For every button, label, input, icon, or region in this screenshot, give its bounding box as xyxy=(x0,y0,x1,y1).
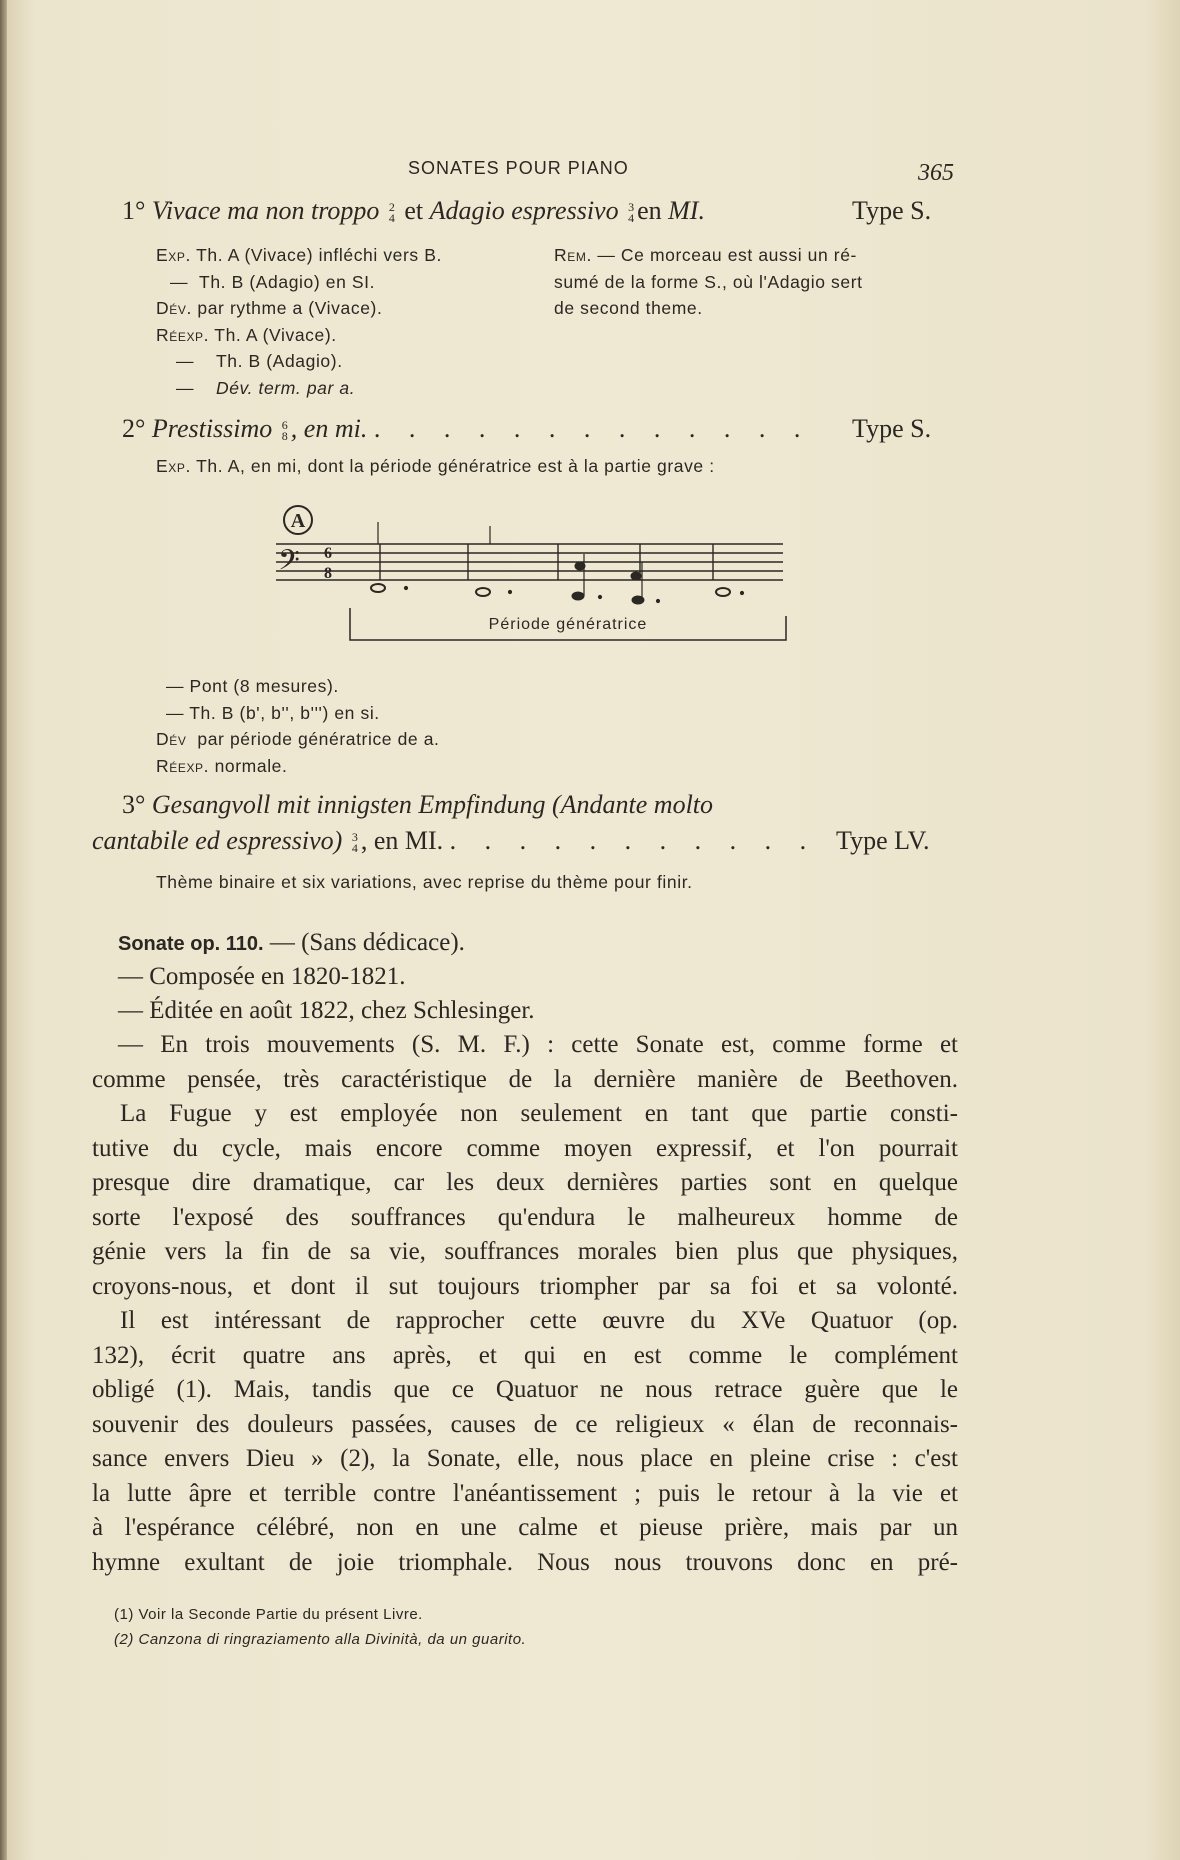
text-line: croyons-nous, et dont il sut toujours triompher par sa foi et sa volonté. xyxy=(92,1272,958,1300)
staff-lines xyxy=(276,544,783,580)
sonata-composed: — Composée en 1820-1821. xyxy=(118,963,406,990)
time-signature-bottom: 8 xyxy=(324,565,332,582)
time-signature-top: 6 xyxy=(324,545,332,562)
section1-tempo1: Vivace ma non troppo xyxy=(151,196,380,225)
text-line: souvenir des douleurs passées, causes de ce religieux « élan de reconnais- xyxy=(92,1410,958,1438)
text-line: La Fugue y est employée non seulement en tant que partie consti- xyxy=(120,1100,958,1127)
section1-tempo2: Adagio espressivo xyxy=(429,196,619,225)
section1-remark xyxy=(554,242,863,322)
section2-analysis xyxy=(166,673,380,726)
analysis-line: — Th. B (b', b'', b''') en si. xyxy=(166,702,380,723)
binding-edge xyxy=(0,0,7,1860)
section1-key: MI. xyxy=(668,196,705,225)
text-line: sance envers Dieu » (2), la Sonate, elle, nous place en pleine crise : c'est xyxy=(92,1445,958,1472)
section2-heading xyxy=(122,414,958,450)
music-example xyxy=(268,500,788,650)
analysis-line: Réexp. Th. A (Vivace). xyxy=(156,324,337,345)
section2-type: Type S. xyxy=(852,414,932,443)
music-marker: A xyxy=(290,510,306,532)
page-number: 365 xyxy=(918,160,954,186)
text-line: 132), écrit quatre ans après, et qui en est comme le complément xyxy=(92,1341,958,1369)
analysis-line: Dév par période génératrice de a. xyxy=(156,729,440,749)
section1-connector: et xyxy=(404,196,424,225)
running-title: SONATES POUR PIANO xyxy=(408,158,629,178)
section1-analysis xyxy=(156,242,442,401)
music-caption: Période génératrice xyxy=(488,616,648,633)
section3-heading-line2: cantabile ed espressivo) 3 4 , en MI. . . . . . . . . . . . Type LV. xyxy=(92,826,930,856)
analysis-line: — Th. B (Adagio) en SI. xyxy=(170,271,376,292)
text-line: génie vers la fin de sa vie, souffrances morales bien plus que physiques, xyxy=(92,1238,958,1265)
text-line: obligé (1). Mais, tandis que ce Quatuor ne nous retrace guère que le xyxy=(92,1376,958,1403)
section2-meter: 6 8 xyxy=(281,418,288,444)
analysis-line: Réexp. normale. xyxy=(156,755,288,776)
sonata-title: Sonate op. 110. xyxy=(118,933,264,955)
analysis-line: — Th. B (Adagio). xyxy=(176,351,343,371)
analysis-line: — Pont (8 mesures). xyxy=(166,676,339,696)
section2-dev xyxy=(156,726,440,779)
section1-meter1: 2 4 xyxy=(388,200,395,226)
sonata-title-line xyxy=(118,926,465,962)
text-line: à l'espérance célébré, non en une calme et pieuse prière, mais par un xyxy=(92,1514,958,1541)
text-line: presque dire dramatique, car les deux dernières parties sont en quelque xyxy=(92,1169,958,1196)
analysis-line: Exp. Th. A (Vivace) infléchi vers B. xyxy=(156,245,442,265)
text-line: — En trois mouvements (S. M. F.) : cette Sonate est, comme forme et xyxy=(118,1031,958,1058)
text-line: Il est intéressant de rapprocher cette œuvre du XVe Quatuor (op. xyxy=(120,1307,958,1334)
section2-intro: Exp. Th. A, en mi, dont la période génératrice est à la partie grave : xyxy=(156,456,715,476)
footnote-1: (1) Voir la Seconde Partie du présent Livre. xyxy=(114,1606,423,1623)
section3-type: Type LV. xyxy=(836,826,930,855)
section3-heading-line1: 3° Gesangvoll mit innigsten Empfindung (Andante molto xyxy=(122,790,714,819)
analysis-line: — Dév. term. par a. xyxy=(176,377,356,398)
section2-leaders: . . . . . . . . . . . . . xyxy=(373,414,812,443)
text-line: la lutte âpre et terrible contre l'anéantissement ; puis le retour à la vie et xyxy=(92,1479,958,1507)
section3-leaders: . . . . . . . . . . . xyxy=(449,826,818,855)
section1-number: 1° xyxy=(122,196,146,225)
paragraph-1 xyxy=(92,1028,958,1097)
section3-key: , en MI. xyxy=(360,826,444,855)
section2-number: 2° xyxy=(122,414,146,443)
section1-type: Type S. xyxy=(852,196,932,225)
section2-key: , en mi. xyxy=(290,414,368,443)
section1-key-prefix: en xyxy=(637,196,662,225)
remark-line: Rem. — Ce morceau est aussi un ré- xyxy=(554,245,857,265)
sonata-dedication: — (Sans dédicace). xyxy=(269,929,465,956)
section1-meter2: 3 4 xyxy=(628,200,635,226)
analysis-line: Dév. par rythme a (Vivace). xyxy=(156,298,383,318)
text-line: hymne exultant de joie triomphale. Nous nous trouvons donc en pré- xyxy=(92,1548,958,1576)
remark-line: sumé de la forme S., où l'Adagio sert xyxy=(554,271,863,292)
text-line: tutive du cycle, mais encore comme moyen expressif, et l'on pourrait xyxy=(92,1134,958,1162)
text-line: sorte l'exposé des souffrances qu'endura le malheureux homme de xyxy=(92,1203,958,1231)
remark-line: de second theme. xyxy=(554,298,703,318)
text-line: comme pensée, très caractéristique de la dernière manière de Beethoven. xyxy=(92,1065,958,1093)
section3-meter: 3 4 xyxy=(351,830,358,856)
footnote-2: (2) Canzona di ringraziamento alla Divinità, da un guarito. xyxy=(114,1631,527,1648)
bass-clef: 𝄢 xyxy=(278,544,300,584)
paragraph-2 xyxy=(92,1097,958,1304)
section3-description: Thème binaire et six variations, avec reprise du thème pour finir. xyxy=(156,872,693,892)
paragraph-3 xyxy=(92,1304,958,1580)
section2-tempo: Prestissimo xyxy=(151,414,273,443)
section1-heading xyxy=(122,196,958,232)
sonata-edited: — Éditée en août 1822, chez Schlesinger. xyxy=(118,997,535,1024)
